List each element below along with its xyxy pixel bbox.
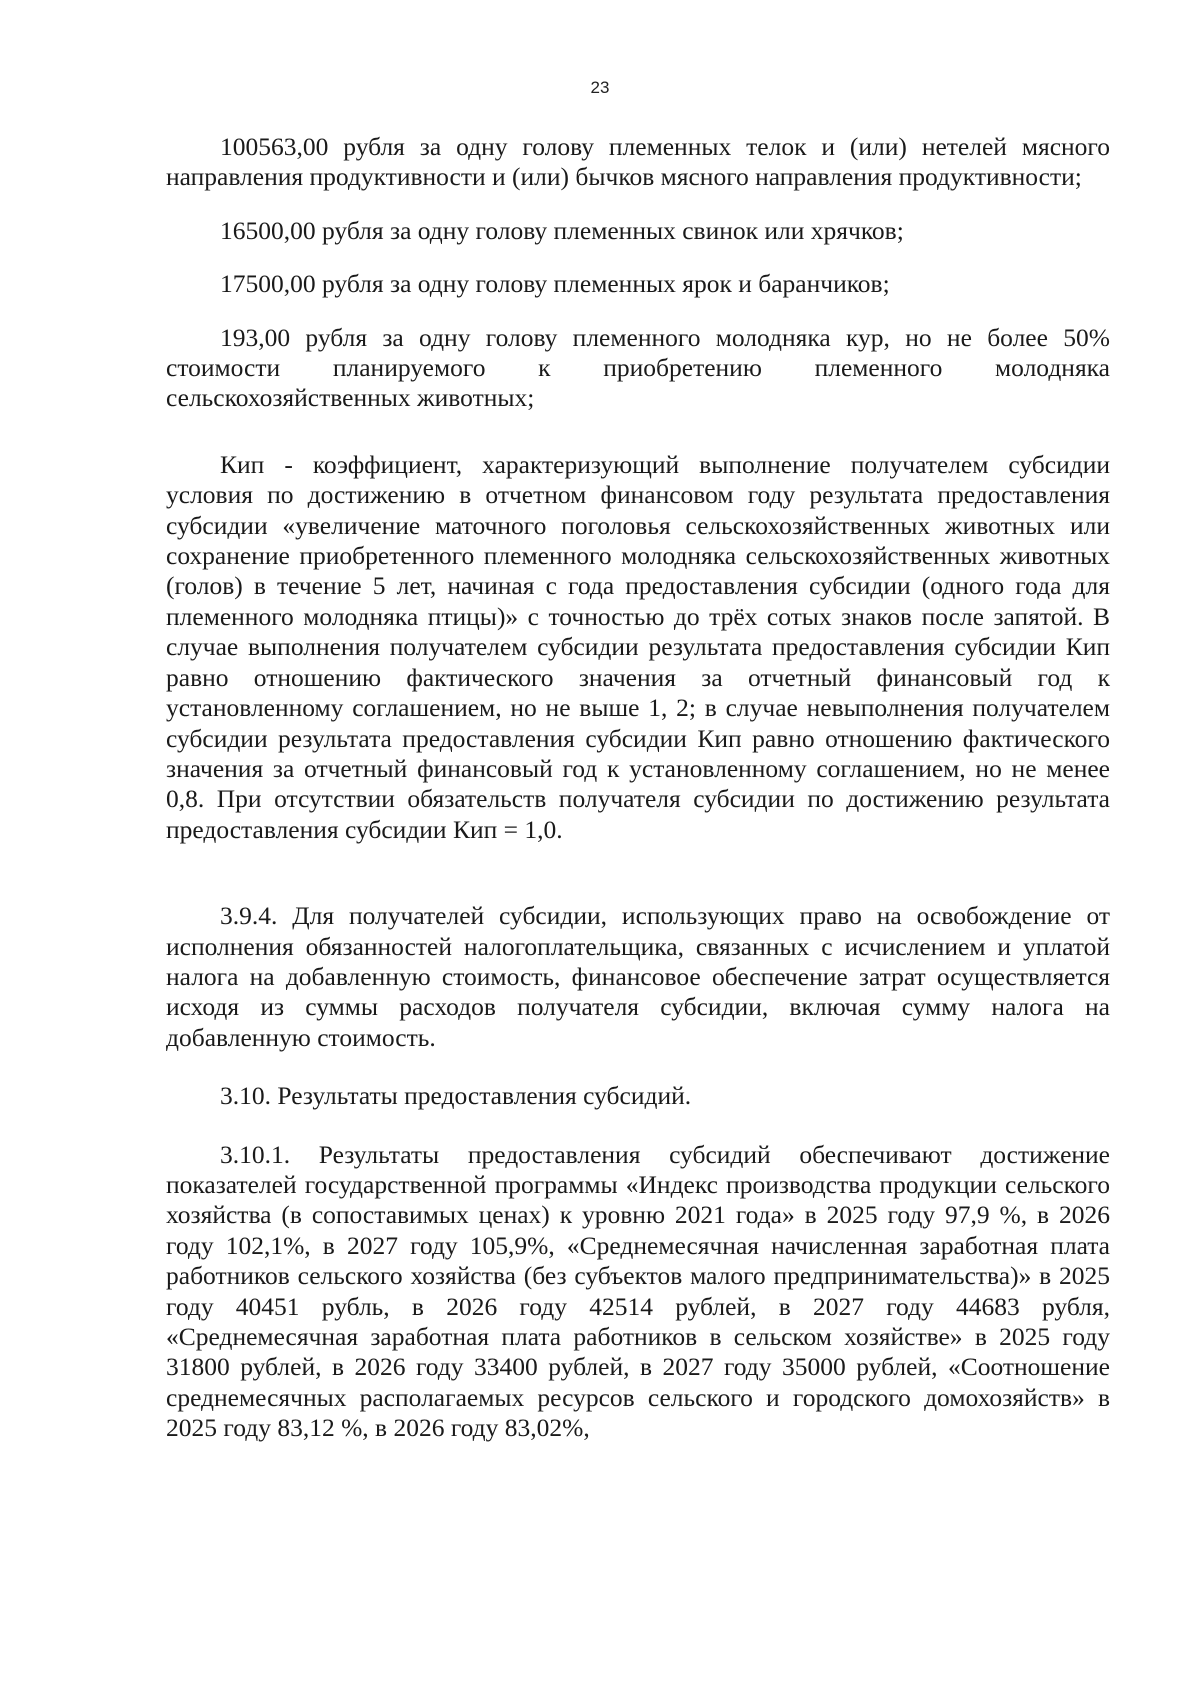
paragraph-3-10-heading: 3.10. Результаты предоставления субсидий. [220,1081,692,1111]
document-body [166,132,1110,1444]
paragraph-poultry-rate: 193,00 рубля за одну голову племенного молодняка кур, но не более 50% стоимости планируемого к приобретению племенного молодняка сельскохозяйственных животных; [166,322,1110,413]
paragraph-3-10-1: 3.10.1. Результаты предоставления субсидий обеспечивают достижение показателей государственной программы «Индекс производства продукции сельского хозяйства (в сопоставимых ценах) к уровню 2021 года» в 2025 году 97,9 %, в 2026 году 102,1%, в 2027 году 105,9%, «Среднемесячная начисленная заработная плата работников сельского хозяйства (без субъектов малого предпринимательства)» в 2025 году 40451 рубль, в 2026 году 42514 рублей, в 2027 году 44683 рубля, «Среднемесячная заработная плата работников в сельском хозяйстве» в 2025 году 31800 рублей, в 2026 году 33400 рублей, в 2027 году 35000 рублей, «Соотношение среднемесячных располагаемых ресурсов сельского и городского домохозяйств» в 2025 году 83,12 %, в 2026 году 83,02%, [166,1139,1110,1443]
paragraph-kip-coefficient: Кип - коэффициент, характеризующий выполнение получателем субсидии условия по достижению в отчетном финансовом году результата предоставления субсидии «увеличение маточного поголовья сельскохозяйственных животных или сохранение приобретенного племенного молодняка сельскохозяйственных животных (голов) в течение 5 лет, начиная с года предоставления субсидии (одного года для племенного молодняка птицы)» с точностью до трёх сотых знаков после запятой. В случае выполнения получателем субсидии результата предоставления субсидии Кип равно отношению фактического значения за отчетный финансовый год к установленному соглашением, но не выше 1, 2; в случае невыполнения получателем субсидии результата предоставления субсидии Кип равно отношению фактического значения за отчетный финансовый год к установленному соглашением, но не менее 0,8. При отсутствии обязательств получателя субсидии по достижению результата предоставления субсидии Кип = 1,0. [166,449,1110,844]
paragraph-pig-rate: 16500,00 рубля за одну голову племенных свинок или хрячков; [220,215,904,245]
page-number: 23 [590,78,610,97]
paragraph-sheep-rate: 17500,00 рубля за одну голову племенных ярок и баранчиков; [220,269,890,299]
paragraph-3-9-4: 3.9.4. Для получателей субсидии, использующих право на освобождение от исполнения обязанностей налогоплательщика, связанных с исчислением и уплатой налога на добавленную стоимость, финансовое обеспечение затрат осуществляется исходя из суммы расходов получателя субсидии, включая сумму налога на добавленную стоимость. [166,901,1110,1052]
paragraph-cattle-rate: 100563,00 рубля за одну голову племенных телок и (или) нетелей мясного направления продуктивности и (или) бычков мясного направления продуктивности; [166,132,1110,192]
